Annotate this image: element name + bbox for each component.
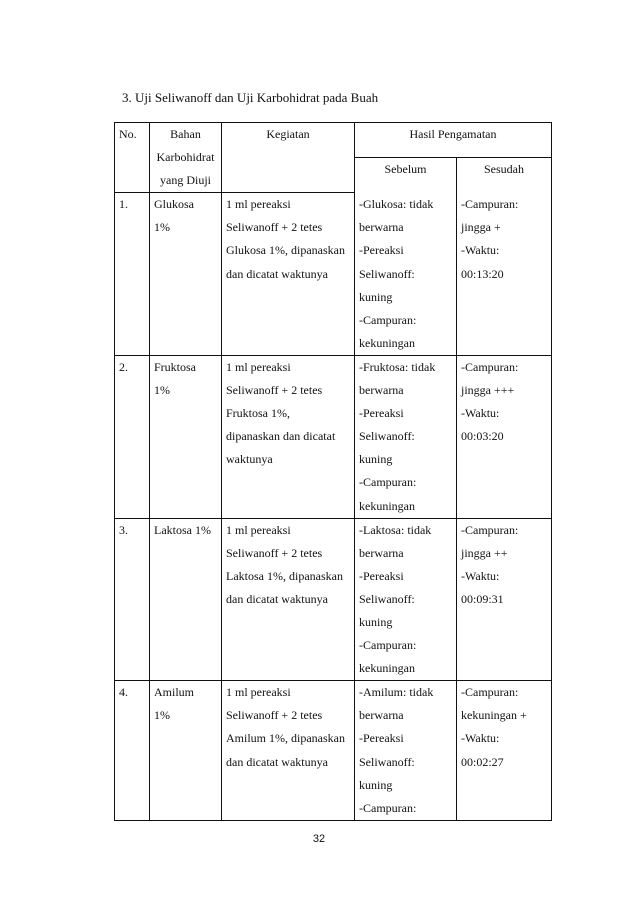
cell-bahan <box>150 355 222 518</box>
cell-sebelum-line: berwarna <box>359 708 404 723</box>
cell-sebelum-line: -Laktosa: tidak <box>359 522 432 537</box>
cell-sesudah-line: -Campuran: <box>461 685 519 700</box>
header-sebelum: Sebelum <box>355 158 457 193</box>
header-bahan-line: Bahan <box>170 127 201 141</box>
cell-bahan-line: Glukosa <box>154 197 194 212</box>
header-bahan-line: Karbohidrat <box>156 150 215 165</box>
cell-sesudah-line: jingga +++ <box>461 383 515 398</box>
cell-sebelum-line: berwarna <box>359 545 404 560</box>
cell-sebelum-line: -Fruktosa: tidak <box>359 359 436 374</box>
cell-sesudah-line: -Waktu: <box>461 568 500 583</box>
cell-kegiatan-line: 1 ml pereaksi <box>226 197 291 212</box>
cell-sesudah-line: kekuningan + <box>461 708 527 723</box>
cell-no: 3. <box>115 518 150 681</box>
cell-sebelum-line: berwarna <box>359 220 404 235</box>
cell-sebelum-line: Seliwanoff: <box>359 591 415 606</box>
cell-kegiatan-line: Seliwanoff + 2 tetes <box>226 708 323 723</box>
cell-sebelum-line: -Pereaksi <box>359 731 404 746</box>
cell-sebelum-line: kuning <box>359 614 393 629</box>
cell-kegiatan-line: Glukosa 1%, dipanaskan <box>226 243 345 258</box>
cell-sebelum-line: -Campuran: <box>359 800 417 815</box>
cell-sebelum-line: -Pereaksi <box>359 568 404 583</box>
cell-sesudah-line: 00:09:31 <box>461 591 504 606</box>
cell-sesudah-line: jingga ++ <box>461 545 508 560</box>
cell-bahan-line: Laktosa 1% <box>154 522 211 537</box>
cell-sebelum-line: -Campuran: <box>359 475 417 490</box>
cell-bahan-line: 1% <box>154 383 170 398</box>
cell-sebelum-line: -Pereaksi <box>359 243 404 258</box>
cell-sebelum-line: -Amilum: tidak <box>359 685 434 700</box>
cell-bahan <box>150 681 222 821</box>
cell-sebelum-line: kekuningan <box>359 661 415 676</box>
cell-sebelum-line: kuning <box>359 777 393 792</box>
header-sesudah: Sesudah <box>457 158 552 193</box>
cell-sebelum-line: Seliwanoff: <box>359 429 415 444</box>
cell-sesudah-line: -Waktu: <box>461 406 500 421</box>
cell-sebelum-line: -Campuran: <box>359 638 417 653</box>
cell-no: 4. <box>115 681 150 821</box>
table-header-row <box>115 123 552 158</box>
cell-kegiatan-line: 1 ml pereaksi <box>226 522 291 537</box>
cell-sebelum-line: kekuningan <box>359 335 415 350</box>
cell-bahan-line: Amilum <box>154 685 195 700</box>
cell-kegiatan-line: Seliwanoff + 2 tetes <box>226 383 323 398</box>
observation-table <box>114 122 552 821</box>
cell-sebelum-line: berwarna <box>359 383 404 398</box>
cell-sesudah-line: -Waktu: <box>461 731 500 746</box>
cell-sebelum-line: -Pereaksi <box>359 406 404 421</box>
header-bahan-line: yang Diuji <box>160 173 211 188</box>
cell-kegiatan-line: Seliwanoff + 2 tetes <box>226 220 323 235</box>
cell-bahan-line: Fruktosa <box>154 359 196 374</box>
header-hasil: Hasil Pengamatan <box>355 123 552 158</box>
section-title: 3. Uji Seliwanoff dan Uji Karbohidrat pada Buah <box>122 90 379 105</box>
cell-bahan <box>150 193 222 356</box>
table-body <box>115 193 552 821</box>
cell-sebelum-line: kekuningan <box>359 498 415 513</box>
cell-sebelum <box>355 355 457 518</box>
cell-sesudah-line: -Campuran: <box>461 359 519 374</box>
cell-sebelum-line: -Campuran: <box>359 312 417 327</box>
cell-sebelum <box>355 193 457 356</box>
cell-kegiatan-line: dan dicatat waktunya <box>226 754 328 769</box>
cell-kegiatan-line: waktunya <box>226 452 273 467</box>
cell-sesudah-line: -Campuran: <box>461 522 519 537</box>
cell-kegiatan-line: dipanaskan dan dicatat <box>226 429 336 444</box>
page-number: 32 <box>312 833 326 845</box>
cell-sesudah-line: 00:03:20 <box>461 429 504 444</box>
cell-sesudah <box>457 193 552 356</box>
cell-kegiatan <box>222 193 355 356</box>
table-row <box>115 355 552 518</box>
cell-kegiatan-line: Laktosa 1%, dipanaskan <box>226 568 343 583</box>
header-bahan <box>150 123 222 193</box>
header-kegiatan: Kegiatan <box>222 123 355 193</box>
cell-bahan-line: 1% <box>154 220 170 235</box>
cell-kegiatan <box>222 518 355 681</box>
cell-kegiatan <box>222 681 355 821</box>
cell-sesudah <box>457 681 552 821</box>
cell-sebelum <box>355 518 457 681</box>
cell-sesudah-line: jingga + <box>461 220 501 235</box>
cell-kegiatan-line: dan dicatat waktunya <box>226 266 328 281</box>
cell-sesudah-line: -Campuran: <box>461 197 519 212</box>
cell-sesudah-line: 00:13:20 <box>461 266 504 281</box>
cell-kegiatan-line: Seliwanoff + 2 tetes <box>226 545 323 560</box>
cell-sesudah <box>457 518 552 681</box>
table-row <box>115 193 552 356</box>
cell-no: 2. <box>115 355 150 518</box>
cell-kegiatan-line: 1 ml pereaksi <box>226 685 291 700</box>
cell-no: 1. <box>115 193 150 356</box>
table-row <box>115 681 552 821</box>
cell-sebelum-line: -Glukosa: tidak <box>359 197 434 212</box>
cell-kegiatan <box>222 355 355 518</box>
cell-sebelum-line: kuning <box>359 289 393 304</box>
cell-sebelum-line: kuning <box>359 452 393 467</box>
cell-kegiatan-line: dan dicatat waktunya <box>226 591 328 606</box>
cell-sesudah-line: 00:02:27 <box>461 754 504 769</box>
cell-kegiatan-line: 1 ml pereaksi <box>226 359 291 374</box>
cell-kegiatan-line: Fruktosa 1%, <box>226 406 290 421</box>
header-no: No. <box>115 123 150 193</box>
cell-bahan-line: 1% <box>154 708 170 723</box>
cell-kegiatan-line: Amilum 1%, dipanaskan <box>226 731 345 746</box>
table-row <box>115 518 552 681</box>
cell-bahan <box>150 518 222 681</box>
cell-sebelum <box>355 681 457 821</box>
cell-sebelum-line: Seliwanoff: <box>359 266 415 281</box>
cell-sesudah <box>457 355 552 518</box>
cell-sebelum-line: Seliwanoff: <box>359 754 415 769</box>
cell-sesudah-line: -Waktu: <box>461 243 500 258</box>
